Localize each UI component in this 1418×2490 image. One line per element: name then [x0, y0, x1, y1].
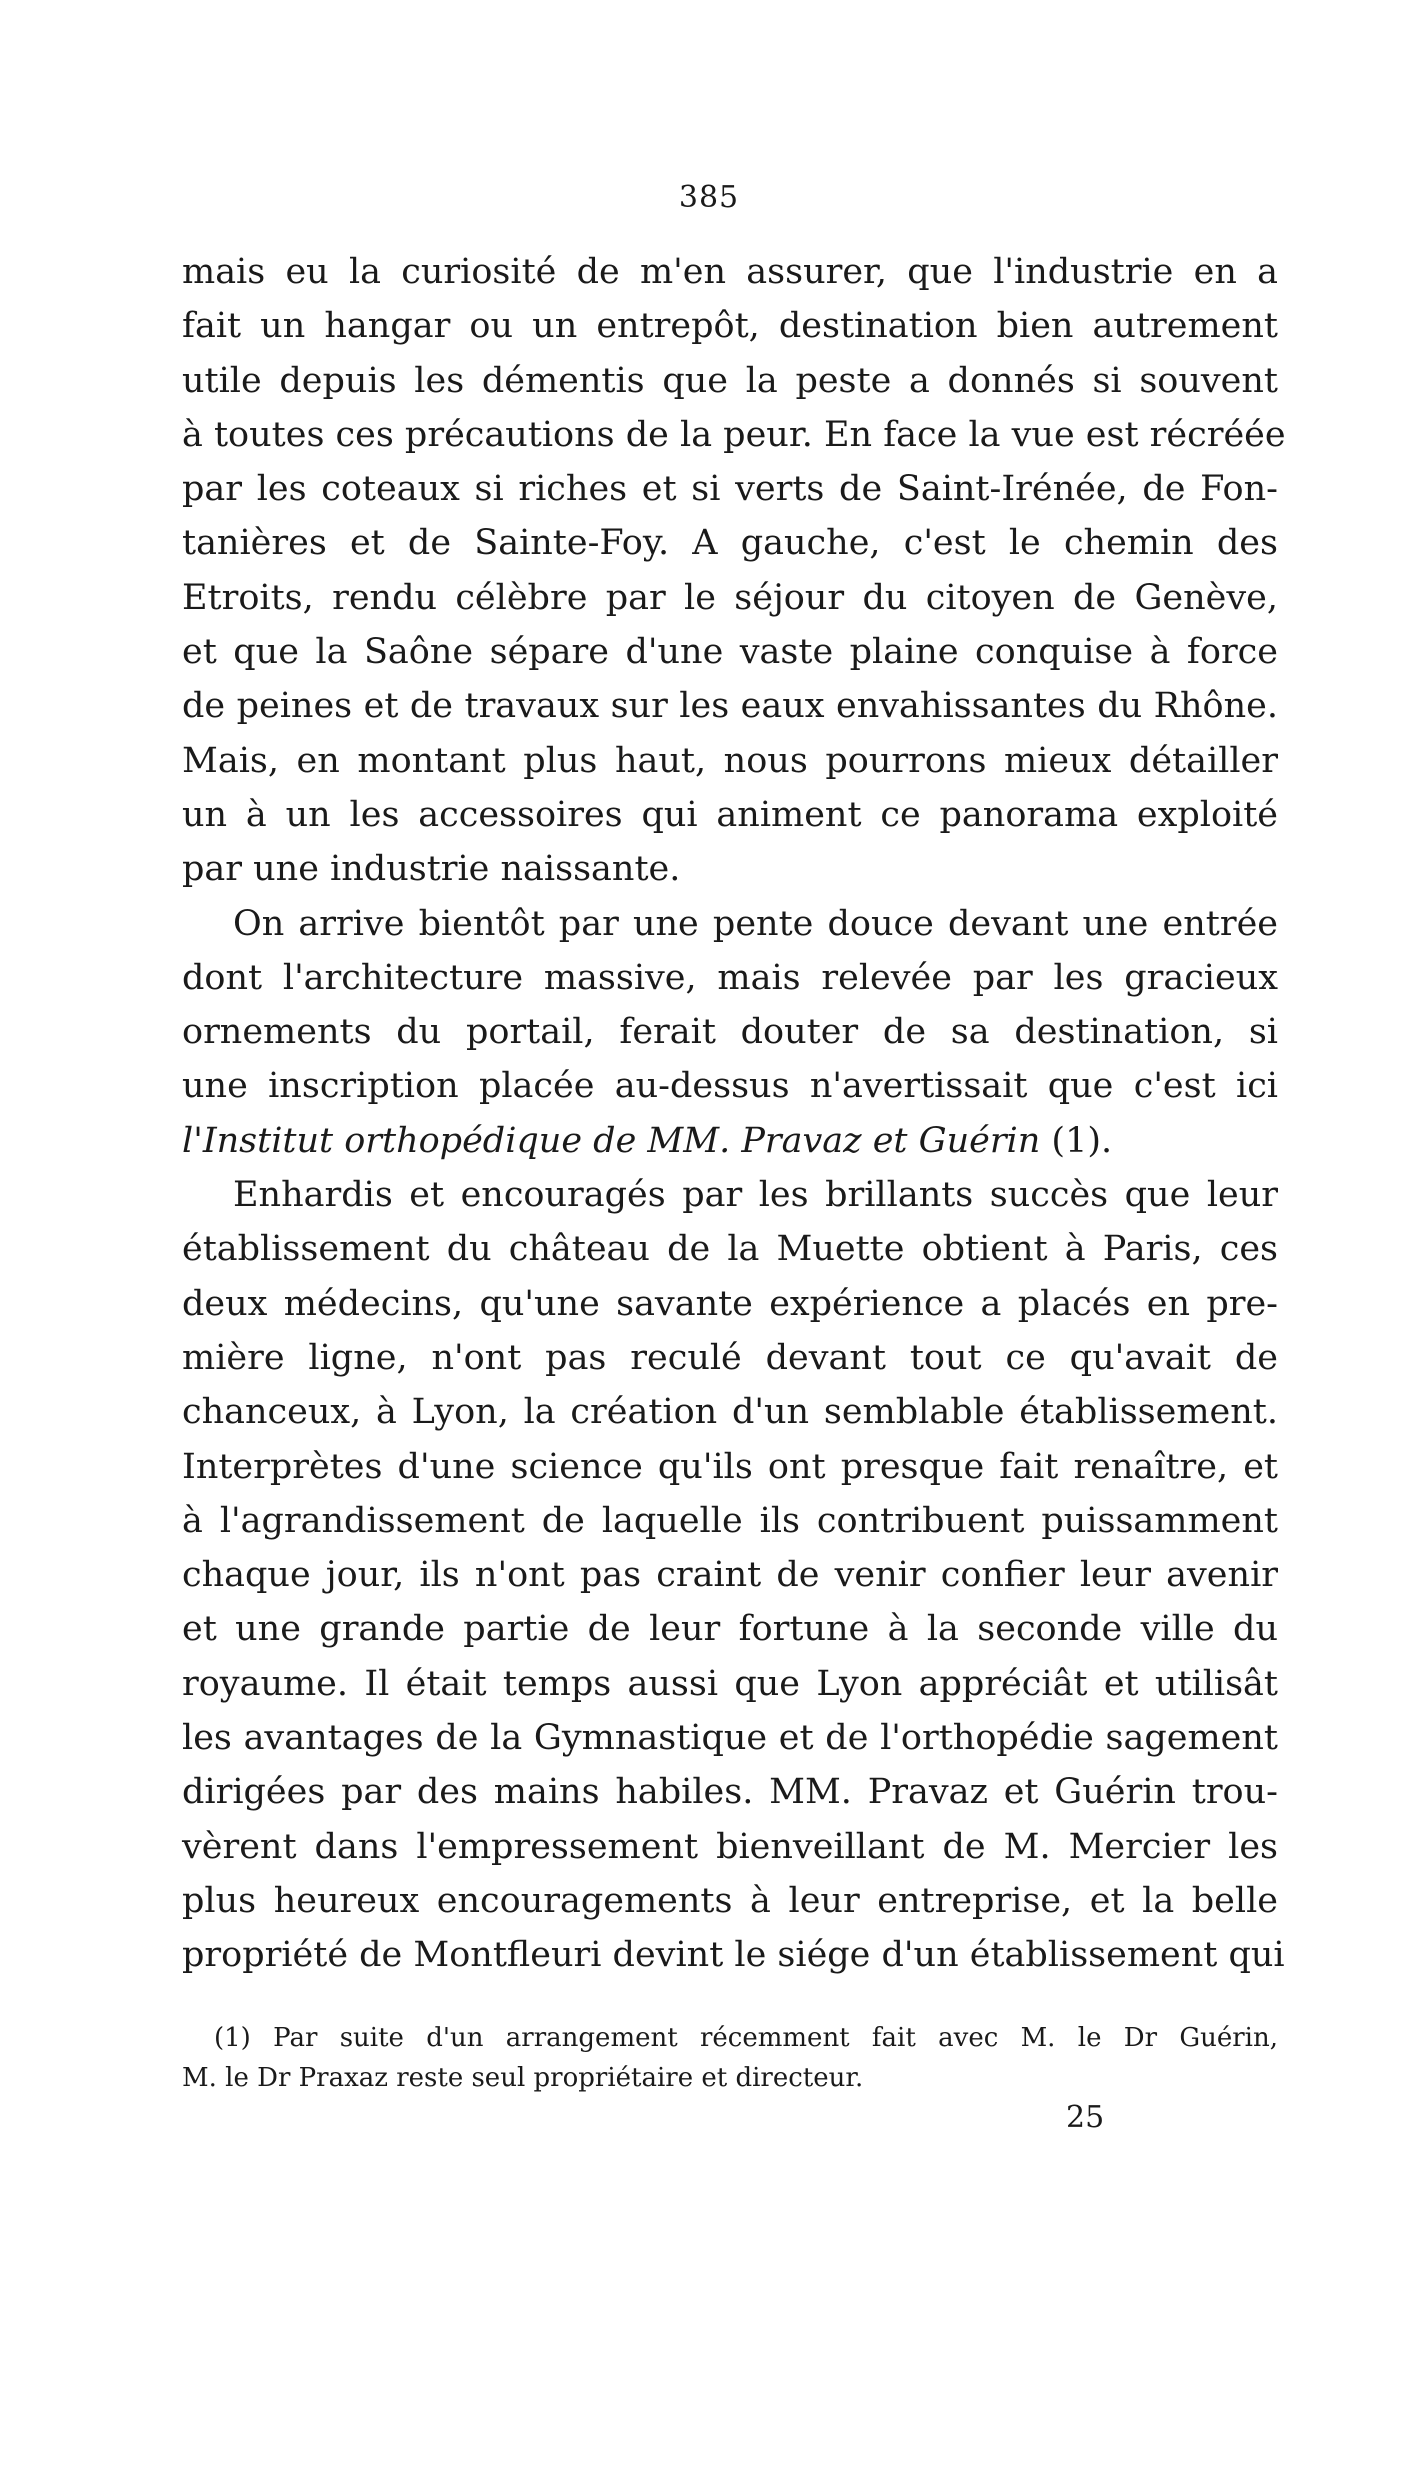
text-line: et une grande partie de leur fortune à la seconde ville du: [182, 1609, 1278, 1650]
text-line: utile depuis les démentis que la peste a donnés si souvent: [182, 360, 1278, 401]
text-line: deux médecins, qu'une savante expérience a placés en pre-: [182, 1283, 1278, 1324]
text-line: dont l'architecture massive, mais relevée par les gracieux: [182, 957, 1278, 998]
text-line: à toutes ces précautions de la peur. En face la vue est récréée: [182, 414, 1286, 455]
text-line: vèrent dans l'empressement bienveillant de M. Mercier les: [182, 1826, 1278, 1867]
text-line: un à un les accessoires qui animent ce panorama exploité: [182, 794, 1278, 835]
text-line: propriété de Montfleuri devint le siége d'un établissement qui: [182, 1935, 1285, 1976]
footnote: [182, 2018, 1278, 2098]
text-line: et que la Saône sépare d'une vaste plaine conquise à force: [182, 632, 1278, 673]
text-line: Mais, en montant plus haut, nous pourrons mieux détailler: [182, 740, 1278, 781]
text-line: plus heureux encouragements à leur entreprise, et la belle: [182, 1880, 1278, 1921]
text-line: tanières et de Sainte-Foy. A gauche, c'est le chemin des: [182, 523, 1278, 564]
text-line: chaque jour, ils n'ont pas craint de venir confier leur avenir: [182, 1555, 1278, 1596]
text-line: mière ligne, n'ont pas reculé devant tout ce qu'avait de: [182, 1337, 1278, 1378]
text-line: à l'agrandissement de laquelle ils contribuent puissamment: [182, 1500, 1278, 1541]
text-line: ornements du portail, ferait douter de sa destination, si: [182, 1012, 1278, 1053]
text-line: par les coteaux si riches et si verts de Saint-Irénée, de Fon-: [182, 469, 1278, 510]
footnote-line: (1) Par suite d'un arrangement récemment fait avec M. le Dr Guérin,: [214, 2023, 1278, 2053]
body-text: [182, 245, 1286, 1983]
footnote-line: M. le Dr Praxaz reste seul propriétaire et directeur.: [182, 2063, 864, 2093]
text-line: royaume. Il était temps aussi que Lyon appréciât et utilisât: [182, 1663, 1278, 1704]
text-line: [182, 1114, 1278, 1168]
page-number: 385: [678, 180, 740, 215]
text-line: Enhardis et encouragés par les brillants succès que leur: [233, 1175, 1278, 1216]
text-line: fait un hangar ou un entrepôt, destination bien autrement: [182, 306, 1278, 347]
signature-mark: 25: [1066, 2100, 1105, 2135]
text-line: établissement du château de la Muette obtient à Paris, ces: [182, 1229, 1278, 1270]
text-line: une inscription placée au-dessus n'avertissait que c'est ici: [182, 1066, 1278, 1107]
text-line: chanceux, à Lyon, la création d'un semblable établissement.: [182, 1392, 1278, 1433]
text-line: dirigées par des mains habiles. MM. Pravaz et Guérin trou-: [182, 1772, 1278, 1813]
text-line: On arrive bientôt par une pente douce devant une entrée: [233, 903, 1278, 944]
text-line: les avantages de la Gymnastique et de l'orthopédie sagement: [182, 1718, 1278, 1759]
footnote-ref: (1).: [1040, 1120, 1113, 1161]
text-line: Interprètes d'une science qu'ils ont presque fait renaître, et: [182, 1446, 1278, 1487]
text-line: de peines et de travaux sur les eaux envahissantes du Rhône.: [182, 686, 1278, 727]
text-line: Etroits, rendu célèbre par le séjour du citoyen de Genève,: [182, 577, 1278, 618]
institute-name: l'Institut orthopédique de MM. Pravaz et Guérin: [182, 1120, 1041, 1161]
text-line: par une industrie naissante.: [182, 849, 681, 890]
text-line: mais eu la curiosité de m'en assurer, que l'industrie en a: [182, 252, 1278, 292]
